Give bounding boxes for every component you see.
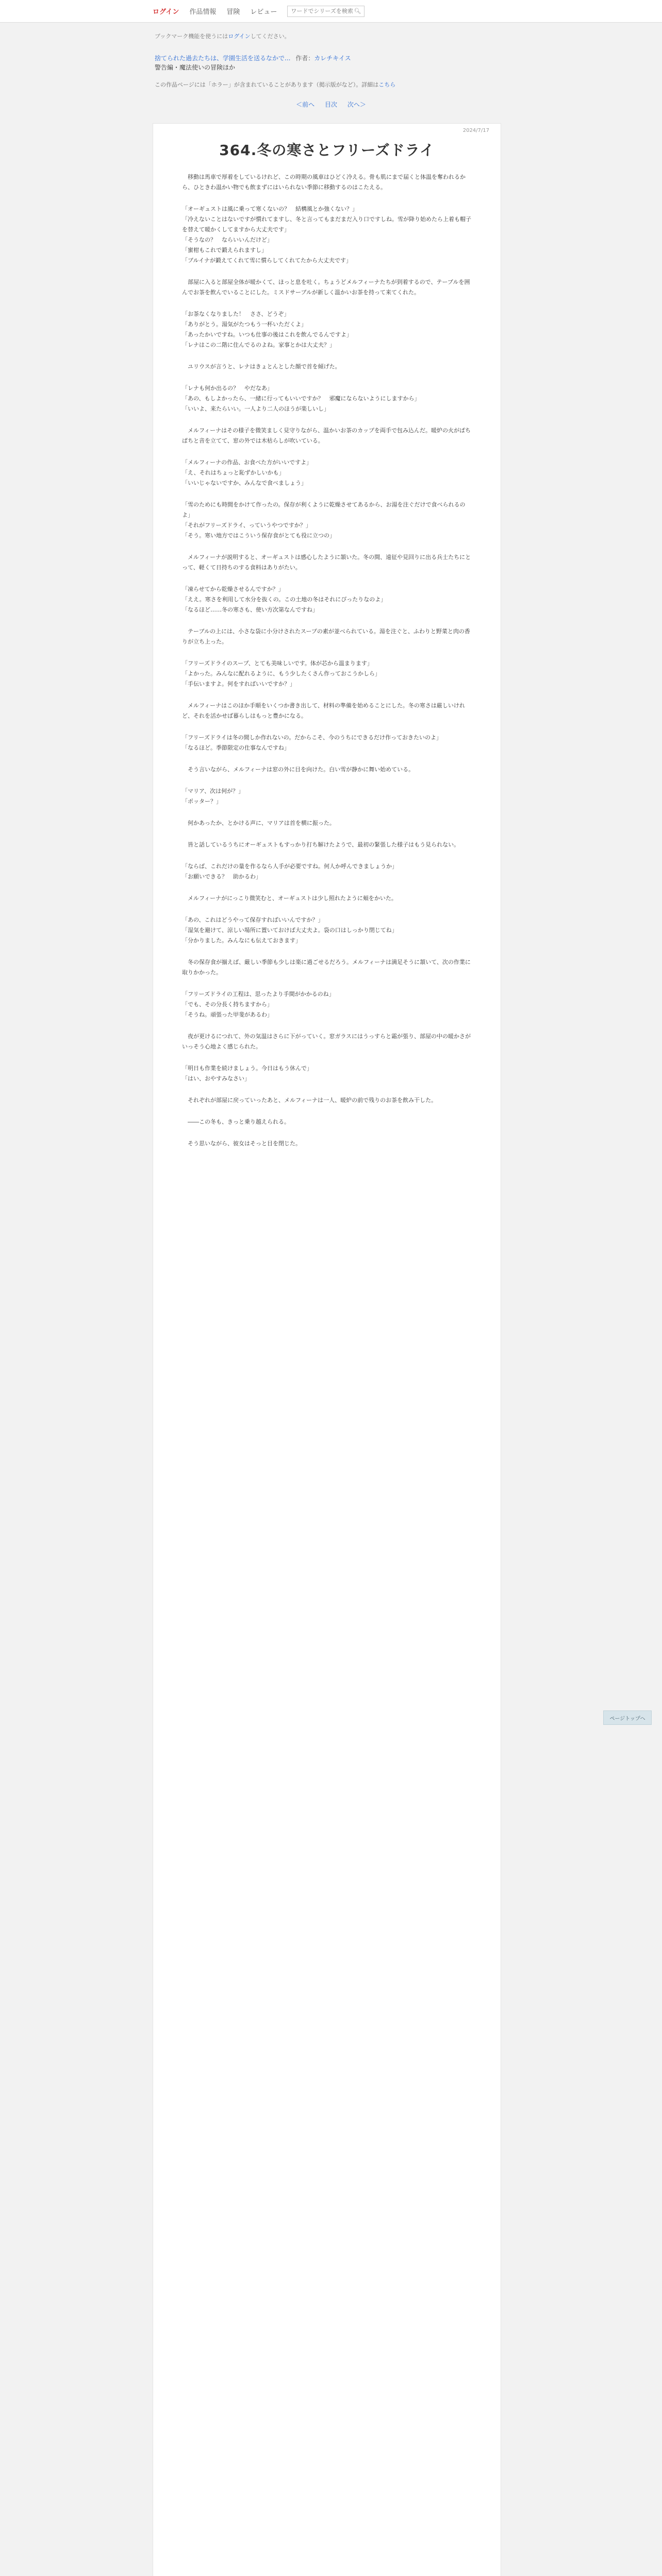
paragraph: 「フリーズドライは冬の間しか作れないの。だからこそ、今のうちにできるだけ作っておきたいのよ」 「なるほど。季節限定の仕事なんですね」	[182, 734, 442, 751]
paragraph: 「あの、これはどうやって保存すればいいんですか？」 「湿気を避けて、涼しい場所に置いておけば大丈夫よ。袋の口はしっかり閉じてね」 「分かりました。みんなにも伝えておきます」	[182, 917, 398, 944]
paragraph: 何かあったか、とかける声に、マリアは首を横に振った。	[182, 820, 335, 826]
paragraph: メルフィーナがにっこり微笑むと、オーギュストは少し照れたように頬をかいた。	[182, 895, 397, 902]
paragraph: ――この冬も、きっと乗り越えられる。	[182, 1118, 290, 1125]
nav-item-adventure[interactable]: 冒険	[226, 8, 240, 16]
chapter-body	[153, 172, 501, 1149]
notice-text: ブックマーク機能を使うには	[155, 33, 228, 40]
warning-link[interactable]: こちら	[378, 81, 396, 88]
paragraph: 「フリーズドライのスープ、とても美味しいです。体が芯から温まります」 「よかった。みんなに配れるように、もう少したくさん作っておこうかしら」 「手伝いますよ。何をすればいいですか？」	[182, 660, 380, 687]
warning-text: この作品ページには「ホラー」が含まれていることがあります（掲示版がなど）。詳細は	[155, 81, 379, 88]
login-notice	[155, 32, 662, 40]
paragraph: それぞれが部屋に戻っていったあと、メルフィーナは一人、暖炉の前で残りのお茶を飲み干した。	[182, 1097, 437, 1104]
author-label: 作者：	[295, 55, 315, 62]
index-link[interactable]: 目次	[324, 101, 337, 108]
nav-item-info[interactable]: 作品情報	[189, 8, 217, 16]
paragraph: 「凍らせてから乾燥させるんですか？」 「ええ。寒さを利用して水分を抜くの。この土地の冬はそれにぴったりなのよ」 「なるほど……冬の寒さも、使い方次第なんですね」	[182, 586, 387, 613]
chapter-page	[153, 123, 501, 2576]
search-input[interactable]	[290, 7, 354, 15]
series-line: 警告編・魔法使いの冒険ほか	[155, 64, 236, 71]
next-link[interactable]: 次へ＞	[347, 101, 366, 108]
paragraph: テーブルの上には、小さな袋に小分けされたスープの素が並べられている。湯を注ぐと、ふわりと野菜と肉の香りが立ち上った。	[182, 628, 470, 645]
paragraph: そう思いながら、彼女はそっと目を閉じた。	[182, 1140, 301, 1147]
page-top-button[interactable]: ページトップへ	[603, 1710, 652, 1725]
paragraph: 「オーギュストは風に乗って寒くないの？ 結構風とか強くない？」 「冷えないことはないですが慣れてますし、冬と言ってもまだまだ入り口ですしね。雪が降り始めたら上着も帽子を替えて暖かくしてますから大丈夫です」 「そうなの？ ならいいんだけど」 「蜜柑もこれで鍛えられますし」 「ブルイナが鍛えてくれて雪に慣らしてくれてたから大丈夫です」	[182, 206, 471, 264]
paragraph: メルフィーナはその様子を微笑ましく見守りながら、温かいお茶のカップを両手で包み込んだ。暖炉の火がぱちぱちと音を立てて、窓の外では木枯らしが吹いている。	[182, 427, 471, 444]
chapter-date: 2024/7/17	[462, 128, 489, 133]
paragraph: ユリウスが言うと、レナはきょとんとした顔で首を傾げた。	[182, 363, 341, 370]
prev-link[interactable]: ＜前へ	[296, 101, 315, 108]
paragraph: 「ならば、これだけの量を作るなら人手が必要ですね。何人か呼んできましょうか」 「お願いできる？ 助かるわ」	[182, 863, 398, 880]
search-icon[interactable]: 🔍︎	[354, 8, 361, 14]
paragraph: 「マリア、次は何が？」 「ポッター？」	[182, 788, 244, 805]
novel-header	[155, 54, 662, 72]
top-nav	[153, 6, 365, 17]
paragraph: 移動は馬車で厚着をしているけれど、この時期の風車はひどく冷える。骨も肌にまで届くと体温を奪われるから、ひときわ温かい物でも飲まずにはいられない季節に移動するのはこたえる。	[182, 174, 466, 191]
paragraph: 「雪のためにも時間をかけて作ったの。保存が利くように乾燥させてあるから、お湯を注ぐだけで食べられるのよ」 「それがフリーズドライ、っていうやつですか？」 「そう。寒い地方ではこういう保存食がとても役に立つの」	[182, 501, 466, 539]
paragraph: 「メルフィーナの作品、お食べた方がいいですよ」 「え、それはちょっと恥ずかしいかも」 「いいじゃないですか、みんなで食べましょう」	[182, 459, 312, 486]
paragraph: 「明日も作業を続けましょう。今日はもう休んで」 「はい、おやすみなさい」	[182, 1065, 312, 1082]
paragraph: そう言いながら、メルフィーナは窓の外に目を向けた。白い雪が静かに舞い始めている。	[182, 766, 415, 773]
paragraph: 「レナも何か出るの？ やだなあ」 「あの、もしよかったら、一緒に行ってもいいですか？ 邪魔にならないようにしますから」 「いいよ、来たらいい。一人より二人のほうが楽しいし」	[182, 385, 420, 412]
search-box[interactable]	[287, 6, 365, 17]
nav-item-review[interactable]: レビュー	[250, 8, 277, 16]
content-warning	[155, 80, 662, 89]
chapter-title: 364.冬の寒さとフリーズドライ	[219, 142, 435, 159]
paragraph: 部屋に入ると部屋全体が暖かくて、ほっと息を吐く。ちょうどメルフィーナたちが到着するので、テーブルを囲んでお茶を飲んでいることにした。ミスドサーブルが新しく温かいお茶を持って来てくれた。	[182, 279, 470, 296]
top-bar	[0, 0, 662, 23]
paragraph: 皆と話しているうちにオーギュストもすっかり打ち解けたようで、最初の緊張した様子はもう見られない。	[182, 841, 460, 848]
novel-title[interactable]: 捨てられた過去たちは、学園生活を送るなかで...	[155, 55, 291, 62]
paragraph: メルフィーナはこのほか手順をいくつか書き出して、材料の準備を始めることにした。冬の寒さは厳しいけれど、それを活かせば暮らしはもっと豊かになる。	[182, 702, 465, 719]
notice-suffix: してください。	[250, 33, 290, 40]
paragraph: 「お茶なくなりました！ ささ、どうぞ」 「ありがとう。湯気がたつもう一杯いただくよ」 「あったかいですね。いつも仕事の後はこれを飲んでるんですよ」 「レナはこの二階に住んでるのよね。家事とかは大丈夫？」	[182, 311, 352, 348]
notice-login-link[interactable]: ログイン	[228, 33, 251, 40]
paragraph: 夜が更けるにつれて、外の気温はさらに下がっていく。窓ガラスにはうっすらと霜が張り、部屋の中の暖かさがいっそう心地よく感じられた。	[182, 1033, 471, 1050]
chapter-pager	[0, 100, 662, 109]
paragraph: メルフィーナが説明すると、オーギュストは感心したように頷いた。冬の間、遠征や見回りに出る兵士たちにとって、軽くて日持ちのする食料はありがたい。	[182, 554, 471, 571]
author-link[interactable]: カレチキイス	[314, 55, 351, 62]
paragraph: 冬の保存食が揃えば、厳しい季節も少しは楽に過ごせるだろう。メルフィーナは満足そうに頷いて、次の作業に取りかかった。	[182, 959, 471, 976]
paragraph: 「フリーズドライの工程は、思ったより手間がかかるのね」 「でも、その分長く持ちますから」 「そうね。頑張った甲斐があるわ」	[182, 991, 335, 1018]
login-link[interactable]: ログイン	[153, 8, 179, 16]
